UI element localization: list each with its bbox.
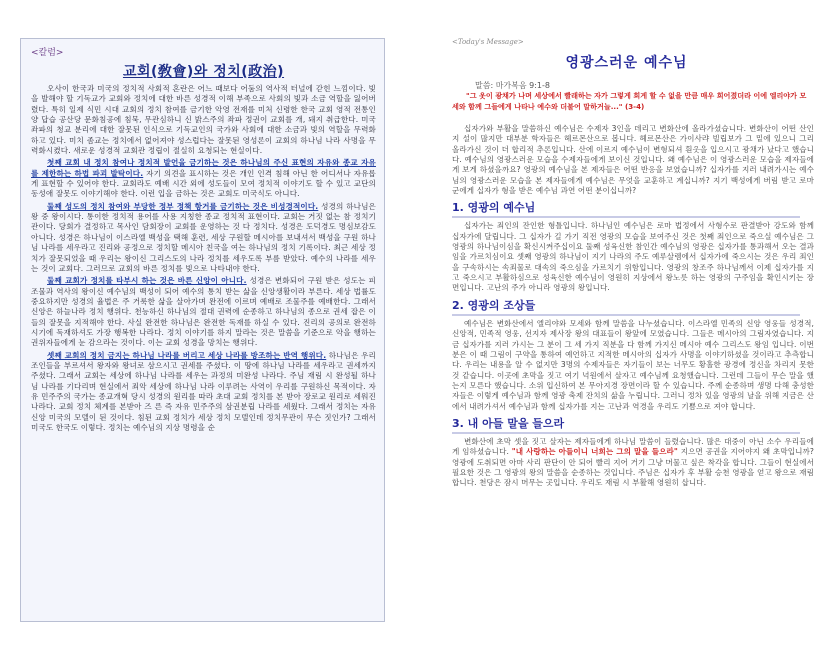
- column-title: 교회(敎會)와 정치(政治): [122, 64, 285, 80]
- highlight-point: 셋째 교회의 정치 금지는 하나님 나라를 버리고 세상 나라를 방조하는 반역 행위다.: [47, 350, 327, 360]
- column-article: [20, 38, 385, 622]
- column-body: [31, 84, 376, 433]
- todays-message-tag: <Today's Message>: [452, 38, 524, 46]
- scripture-quote: "그 옷이 광채가 나며 세상에서 빨래하는 자가 그렇게 희게 할 수 없을 만큼 매우 희어졌더라 이에 엘리야가 모세와 함께 그들에게 나타나 예수와 더불어 말하거늘..." (3-4): [452, 91, 807, 111]
- quoted-verse: "내 사랑하는 아들이니 너희는 그의 말을 들으라": [511, 447, 678, 457]
- highlight-point: 첫째 교회 내 정치 참여나 정치적 발언을 금기하는 것은 하나님의 주신 표현의 자유와 종교 자유를 제한하는 하법 파괴 발탁이다.: [31, 158, 376, 178]
- sermon-body: [452, 124, 814, 492]
- paragraph-text: 자기 의견을 표시하는 것은 개인 인격 침해 아닌 한 어디서나 자유롭게 표현할 수 있어야 한다. 교회라도 예배 시간 외에 성도들이 모여 정치적 이야기도 할 수 있고 교단의 동성애 잘못도 이야기해야 한다. 이런 입을 금하는 것은 교회도 미국식도 아니다.: [31, 168, 376, 199]
- sermon-title: 영광스러운 예수님: [565, 55, 688, 71]
- highlight-point: 둘째 성도의 정치 참여와 부당한 정부 정책 항거를 금기하는 것은 비성경적이다.: [47, 201, 319, 211]
- paragraph-text: 성경은 변화되어 구원 받은 성도는 피조물과 역사의 왕이신 예수님의 백성이 되어 예수의 통치 받는 삶을 신앙생활이라 부른다. 세상 법률도 중요하지만 성경의 율법은 주 거룩한 삶을 살아가며 완전에 이르며 예배로 조물주를 예배한다. 그래서 신앙은 하늘나라 정치 행위다. 천능하신 하나님의 절대 권력에 순종하고 하나님의 종으로 권세 잡은 이들의 잘못을 지적해야 한다. 사실 완전한 하나님은 완전한 독재를 하실 수 있다. 진리의 공의로 완전하시기에 독재하셔도 가장 행복한 나라다. 정치 이야기를 하지 말라는 것은 말씀을 기준으로 악을 행하는 권위자들에게 눈 감으라는 것이다. 이는 교회 성경을 망치는 행위다.: [31, 276, 376, 348]
- section-heading: 1. 영광의 예수님: [452, 199, 800, 218]
- highlight-point: 둘째 교회가 정치를 타부시 하는 것은 바른 신앙이 아니다.: [47, 276, 247, 286]
- column-paragraph: 오사이 한국과 미국의 정치적 사회적 혼란은 어느 때보다 어둠의 역사적 터널에 갇힌 느낌이다. 빛을 발해야 할 기독교가 교회와 정치에 대한 바른 성경적 이해 부족으로 사회의 빛과 소금 역할을 잃어버렸다. 특히 일제 식민 시대 교회의 정치 참여를 금기한 악영 전재를 미처 신령한 한국 교회 영적 전통인 양 답습 공산당 문화침공에 침묵, 무관심하니 신 밝스주의 좌파 정권이 교회를 개, 돼지 취급한다. 미국 좌파의 청교 분리에 대한 잘못된 인식으로 기독교인의 국가와 사회에 대한 소금과 빛의 역할을 무력화하고 있다. 미치 좀교는 정치에서 없어져야 성스럽다는 잘못된 영성론이 교회의 하나님 나라 사명을 무력화시켰다. 새로운 성경적 교회관 정립이 절실히 요청되는 현실이다.: [31, 84, 376, 156]
- paragraph-text: 지으면 공권을 지어야지 왜 초막입니까? 영광에 도취되면 아마 사리 판단이 안 되어 빨리 지어 거기 그냥 머물고 싶은 착각을 합니다. 그들이 현실에서 필요한 것은 그 영광의 왕의 말씀을 순종하는 것입니다. 주님은 십자가 후 부활 승천 영광을 얻고 왕으로 재림합니다. 천당은 잠시 머무는 곳입니다. 우리도 재림 시 부활해 영원히 삽니다.: [452, 447, 814, 488]
- paragraph-text: 하나님은 우리 조인들을 부르셔서 왕자와 왕녀로 삼으시고 권세를 주셨다. 이 땅에 하나님 나라를 세우라고 권세까지 주셨다. 그래서 교회는 세상에 하나님 나라를 세우는 과정의 미완성 나라다. 주님 재림 시 완성될 하나님 나라를 기다리며 현실에서 죄악 세상에 하나님 나라 이루려는 사역이 우리를 구원하신 목적이다. 자유 민주주의 국가는 종교개혁 당시 성경의 원리를 따라 초대 교회 정치를 본 받아 장로교 원리로 세워진 나라다. 교회 정치 체계를 본받아 즈 른 즉 자유 민주주의 삼권분립 나라를 세웠다. 그래서 정치는 자유 신앙 미국의 모델이 된 것이다. 침된 교회 정치가 세상 정치 모델인데 정치무관이 무슨 짓인가? 그래서 미국도 한국도 이렇다. 정치는 예수님의 지상 명령을 순: [31, 350, 376, 432]
- column-paragraph: [31, 276, 376, 348]
- section-text: 예수님은 변화산에서 엘리야와 모세와 함께 말씀을 나누셨습니다. 이스라엘 민족의 신앙 영웅들 성경적, 신앙적, 민족적 영웅, 선지자 제사장 왕의 대표들이 왕앞에 모였습니다. 그들은 메시아의 그림자였습니다. 지금 십자가를 지러 가시는 그 분이 그 세 가지 직분을 다 함께 가지신 메시아 예수 그리스도 왕임 입니다. 이번 분은 이 때 그림이 구약을 통하여 예언하고 지적한 메시아의 십자가 사명을 이야기하셨을 것이라고 추측합니다. 우리는 내용을 알 수 없지만 3명의 수제자들은 자기들이 보는 너무도 황홀한 광경에 정신을 차리지 못한 것 같습니다. 이곳에 초막을 짓고 여기 넉원에서 살자고 예수님께 요청했습니다. 그런데 그들이 무슨 말을 했는지 모른다 했습니다. 소위 입신하여 본 무아지경 장면이라 할 수 있습니다. 주께 순종하며 생명 다해 충성한 자들은 이렇게 예수님과 함께 영광 축제 잔치의 삶을 누립니다. 그러니 정차 있을 영광의 날을 위해 지금은 산에서 내려가셔서 예수님과 함께 십자가를 지는 고난과 역경을 우리도 기쁨으로 져야 합니다.: [452, 318, 814, 411]
- paragraph-text: 변화산에 초막 셋을 짓고 살자는 제자들에게 하나님 말씀이 들렸습니다. 많은 대중이 아닌 소수 우리들에게 임하셨습니다.: [452, 436, 814, 457]
- column-paragraph: [31, 202, 376, 274]
- scripture-reference: 말씀: 마가복음 9:1-8: [475, 81, 551, 90]
- section-heading: 3. 내 아들 말을 들으라: [452, 415, 800, 434]
- column-tag: <칼럼>: [31, 48, 64, 58]
- sermon-intro: 십자가와 부활을 말씀하신 예수님은 수제자 3인을 데리고 변화산에 올라가셨습니다. 변화산이 어떤 산인지 설이 많지만 대부분 학자들은 헤르몬산으로 봅니다. 헤르몬산은 가이사랴 빌립보가 그 밑에 있으니 그리 올라가신 것이 더 합리적 추론입니다. 산에 이르지 예수님이 변형되셔 흰옷을 입으시고 광채가 났다고 했습니다. 예수님의 영광스러운 모습을 수제자들에게 보이신 것입니다. 왜 예수님은 이 영광스러운 모습을 제자들에게 보게 하셨을까요? 영광의 예수님을 본 제자들은 어떤 반응을 보였습니까? 십자가를 지러 내려가시는 예수님의 영광스러운 모습을 본 제자들에게 예수님은 무엇을 교훈하고 계십니까? 지기 백성에게 버림 받고 로마 군에게 십자가 형을 받은 예수님 과연 어떤 분이십니까?: [452, 124, 814, 196]
- section-heading: 2. 영광의 조상들: [452, 297, 800, 316]
- column-paragraph: [31, 351, 376, 434]
- section-text: [452, 437, 814, 489]
- paragraph-text: 성경의 하나님은 왕 중 왕이시다. 통이한 정치적 용어를 사용 지칭한 종교 정치적 표현이다. 교회는 거짓 없는 참 정치기관이다. 당회가 결정하고 목사인 담회장이 교회를 운영하는 것 다 정치다. 성경은 도덕경도 명심보감도 아니다. 성경은 하나님이 이스라엘 백성을 택해 훈련, 세상 구원할 메시아를 보내셔서 백성을 구원 하나님 나라를 세우라고 진리와 공정으로 정치할 메시아 친국을 여는 하나님의 정치 기록이다. 최근 세상 정치가 잘못되었을 때 우리는 왕이신 그리스도의 나라 정치를 세우도록 부름 받았다. 예수의 나라를 세우는 것이 교회다. 그러므로 교회의 바른 정치를 빛으로 나타내야 한다.: [31, 201, 376, 273]
- section-text: 십자가는 죄인의 잔인한 형틀입니다. 하나님인 예수님은 로마 법정에서 사형수로 판결받아 강도와 함께 십자가에 달립니다. 그 십자가 길 가기 직전 영광의 모습을 보여주신 것은 첫째 죄인으로 죽으실 예수님은 그 영광의 하나님이심을 확신시켜주십이요 둘째 성육신한 참인간 예수님의 영광은 십자가를 통과해서 오는 결과임을 가르치심이요 셋째 영광의 하나님이 지기 나라의 주도 예루살렘에서 십자가에 죽으시는 것은 우리 죄인을 구속하시는 속죄물로 대속의 죽으심을 가르치기 위함입니다. 영광의 창조주 하나님께서 이제 십자가를 지고 죽으시고 부활하심으로 성육신한 예수님이 영원히 지상에서 왕노릇 하는 영광의 구주임을 확인시키는 장면입니다. 고난의 주가 아니라 영광의 왕입니다.: [452, 221, 814, 293]
- column-paragraph: [31, 158, 376, 199]
